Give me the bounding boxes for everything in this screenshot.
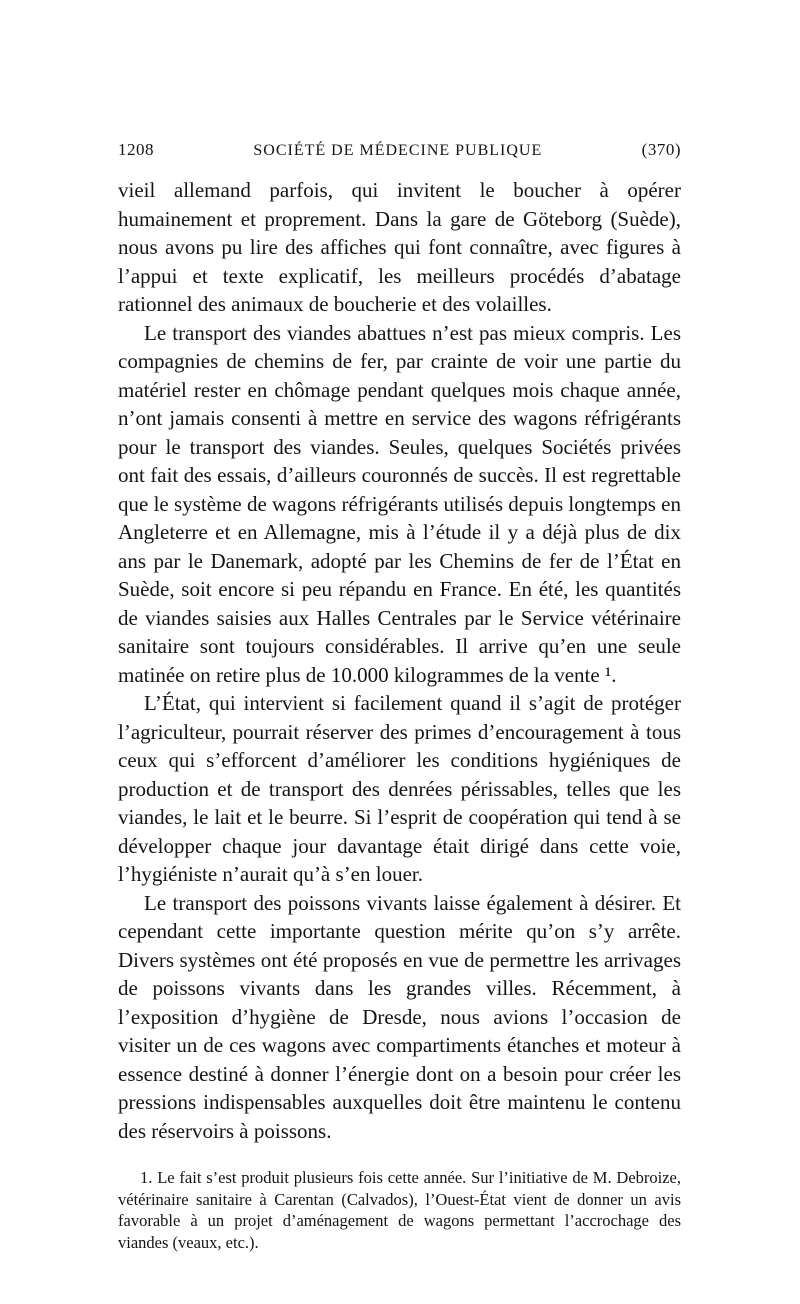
running-header xyxy=(118,140,681,176)
footnote xyxy=(118,1167,681,1253)
folio-number: (370) xyxy=(641,140,681,159)
page-number: 1208 xyxy=(118,140,154,159)
body-text xyxy=(118,176,681,1145)
footnote-text: 1. Le fait s’est produit plusieurs fois cette année. Sur l’initiative de M. Debroize, vétérinaire sanitaire à Carentan (Calvados), l’Ouest-État vient de donner un avis favorable à un projet d’aménagement de wagons permettant l’accrochage des viandes (veaux, etc.). xyxy=(118,1168,681,1252)
page xyxy=(118,140,681,1253)
paragraph-meat-transport: Le transport des viandes abattues n’est pas mieux compris. Les compagnies de chemins de fer, par crainte de voir une partie du matériel rester en chômage pendant quelques mois chaque année, n’ont jamais consenti à mettre en service des wagons réfrigérants pour le transport des viandes. Seules, quelques Sociétés privées ont fait des essais, d’ailleurs couronnés de succès. Il est regrettable que le système de wagons réfrigérants utilisés depuis longtemps en Angleterre et en Allemagne, mis à l’étude il y a déjà plus de dix ans par le Danemark, adopté par les Chemins de fer de l’État en Suède, soit encore si peu répandu en France. En été, les quantités de viandes saisies aux Halles Centrales par le Service vétérinaire sanitaire sont toujours considérables. Il arrive qu’en une seule matinée on retire plus de 10.000 kilogrammes de la vente ¹. xyxy=(118,320,681,687)
paragraph-state-subsidies: L’État, qui intervient si facilement quand il s’agit de protéger l’agriculteur, pourrait réserver des primes d’encouragement à tous ceux qui s’efforcent d’améliorer les conditions hygiéniques de production et de transport des denrées périssables, telles que les viandes, le lait et le beurre. Si l’esprit de coopération qui tend à se développer chaque jour davantage était dirigé dans cette voie, l’hygiéniste n’aurait qu’à s’en louer. xyxy=(118,691,681,886)
paragraph-live-fish-transport: Le transport des poissons vivants laisse également à désirer. Et cependant cette importante question mérite qu’on s’y arrête. Divers systèmes ont été proposés en vue de permettre les arrivages de poissons vivants dans les grandes villes. Récemment, à l’exposition d’hygiène de Dresde, nous avions l’occasion de visiter un de ces wagons avec compartiments étanches et moteur à essence destiné à donner l’énergie dont on a besoin pour créer les pressions indispensables auxquelles doit être maintenu le contenu des réservoirs à poissons. xyxy=(118,890,681,1143)
running-title: SOCIÉTÉ DE MÉDECINE PUBLIQUE xyxy=(253,142,543,159)
paragraph-continuation: vieil allemand parfois, qui invitent le boucher à opérer humainement et proprement. Dans la gare de Göteborg (Suède), nous avons pu lire des affiches qui font connaître, avec figures à l’appui et texte explicatif, les meilleurs procédés d’abatage rationnel des animaux de boucherie et des volailles. xyxy=(118,178,681,316)
